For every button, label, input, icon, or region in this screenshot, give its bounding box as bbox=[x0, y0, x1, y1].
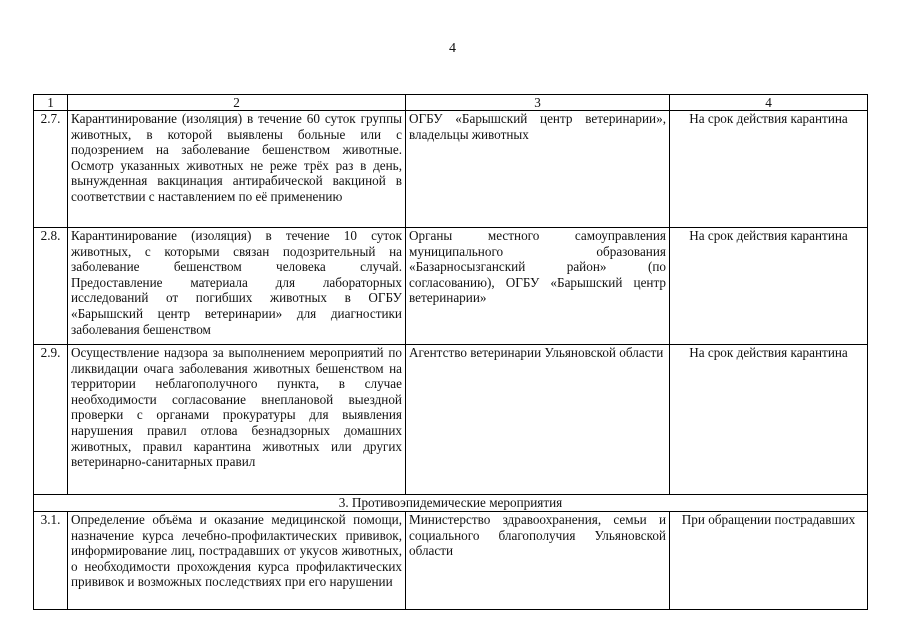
table-row bbox=[34, 345, 868, 495]
responsible-text: Министерство здравоохранения, семьи и социального благополучия Ульяновской области bbox=[406, 512, 670, 610]
row-number: 2.7. bbox=[34, 111, 68, 228]
measure-text: Карантинирование (изоляция) в течение 10 суток животных, с которыми связан подозрительный на заболевание бешенством человека случай. Предоставление материала для лабораторных исследований от погибших животных в ОГБУ «Барышский центр ветеринарии» для диагностики заболевания бешенством bbox=[68, 228, 406, 345]
measure-text: Карантинирование (изоляция) в течение 60 суток группы животных, в которой выявлены больные или с подозрением на заболевание бешенством животные. Осмотр указанных животных не реже трёх раз в день, вынужденная вакцинация антирабической вакциной в соответствии с наставлением по её применению bbox=[68, 111, 406, 228]
term-text: На срок действия карантина bbox=[670, 345, 868, 495]
row-number: 2.9. bbox=[34, 345, 68, 495]
term-text: При обращении пострадавших bbox=[670, 512, 868, 610]
responsible-text: ОГБУ «Барышский центр ветеринарии», владельцы животных bbox=[406, 111, 670, 228]
measures-table bbox=[33, 94, 868, 610]
header-cell: 1 bbox=[34, 95, 68, 111]
header-cell: 4 bbox=[670, 95, 868, 111]
table-row bbox=[34, 111, 868, 228]
table-row bbox=[34, 228, 868, 345]
measure-text: Осуществление надзора за выполнением мероприятий по ликвидации очага заболевания животных бешенством на территории неблагополучного пункта, в случае необходимости согласование внеплановой выездной проверки с органами прокуратуры для выявления нарушения правил отлова безнадзорных домашних животных, правил карантина животных или других ветеринарно-санитарных правил bbox=[68, 345, 406, 495]
section-title: 3. Противоэпидемические мероприятия bbox=[34, 495, 868, 512]
term-text: На срок действия карантина bbox=[670, 228, 868, 345]
term-text: На срок действия карантина bbox=[670, 111, 868, 228]
header-cell: 3 bbox=[406, 95, 670, 111]
page-number: 4 bbox=[449, 41, 456, 56]
responsible-text: Агентство ветеринарии Ульяновской области bbox=[406, 345, 670, 495]
table-row bbox=[34, 512, 868, 610]
measure-text: Определение объёма и оказание медицинской помощи, назначение курса лечебно-профилактических прививок, информирование лиц, пострадавших от укусов животных, о необходимости прохождения курса профилактических прививок и возможных последствиях при его нарушении bbox=[68, 512, 406, 610]
section-header-row bbox=[34, 495, 868, 512]
header-cell: 2 bbox=[68, 95, 406, 111]
table-header-row bbox=[34, 95, 868, 111]
row-number: 3.1. bbox=[34, 512, 68, 610]
responsible-text: Органы местного самоуправления муниципального образования «Базарносызганский район» (по согласованию), ОГБУ «Барышский центр ветеринарии» bbox=[406, 228, 670, 345]
row-number: 2.8. bbox=[34, 228, 68, 345]
